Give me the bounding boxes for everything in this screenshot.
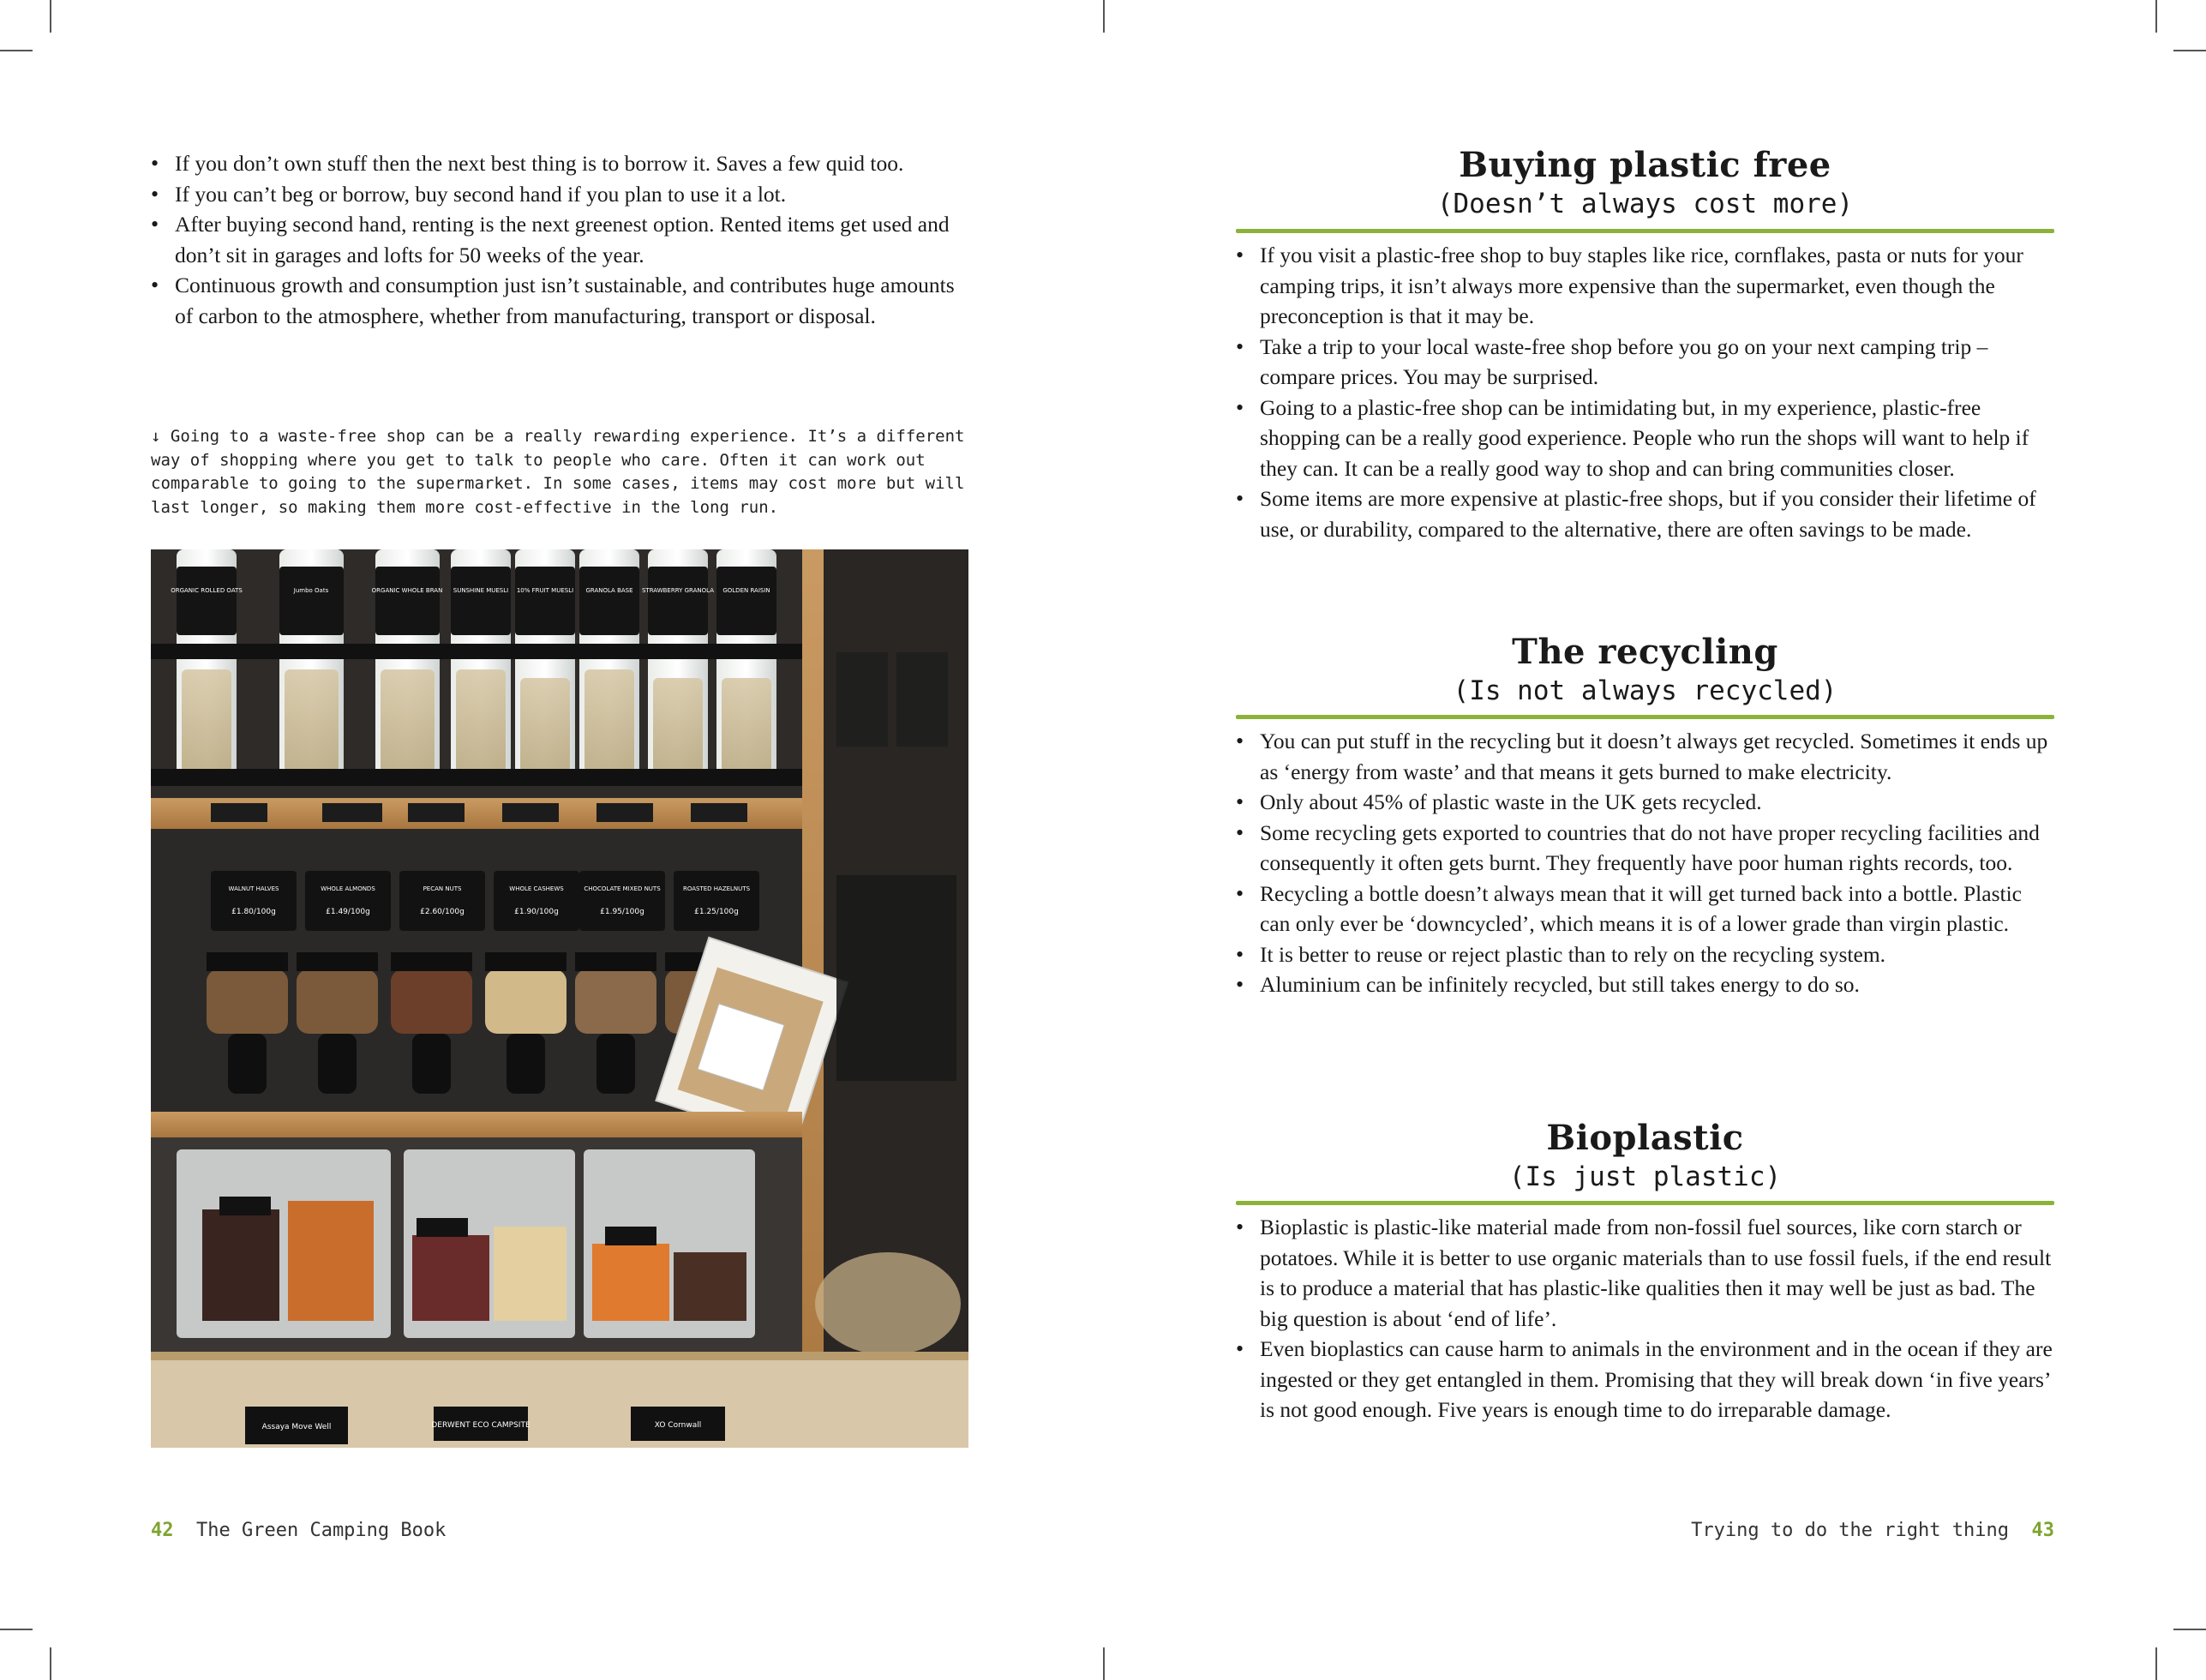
page-footer-right bbox=[1691, 1520, 2054, 1541]
arrow-down-icon: ↓ bbox=[151, 427, 161, 446]
list-item: • Some recycling gets exported to countries that do not have proper recycling facilities and consequently it often gets burnt. They frequently have poor human rights records, too. bbox=[1236, 818, 2054, 879]
photo-label: GOLDEN RAISIN bbox=[722, 587, 770, 594]
list-item: • If you don’t own stuff then the next best thing is to borrow it. Saves a few quid too. bbox=[151, 148, 965, 179]
photo-label: WHOLE CASHEWS bbox=[509, 885, 564, 892]
crop-mark bbox=[1103, 1647, 1105, 1680]
photo-label: £1.90/100g bbox=[514, 908, 559, 916]
section-title: Bioplastic bbox=[1546, 1118, 1744, 1158]
crop-mark bbox=[2155, 1647, 2157, 1680]
photo-label: ROASTED HAZELNUTS bbox=[682, 885, 751, 892]
list-item: • If you visit a plastic-free shop to buy staples like rice, cornflakes, pasta or nuts for your camping trips, it isn’t always more expensive than the supermarket, even though the preconception is that it may be. bbox=[1236, 240, 2054, 332]
photo-label: 10% FRUIT MUESLI bbox=[516, 587, 574, 594]
left-page bbox=[151, 0, 969, 1680]
section-title: The recycling bbox=[1512, 632, 1778, 672]
crop-mark bbox=[0, 50, 33, 51]
section-divider bbox=[1236, 1201, 2054, 1205]
middle-dispenser-row bbox=[151, 829, 848, 1146]
section-divider bbox=[1236, 229, 2054, 233]
section-subtitle: (Doesn’t always cost more) bbox=[1436, 189, 1854, 219]
photo-label: ORGANIC WHOLE BRAN bbox=[371, 587, 443, 594]
list-item: • Going to a plastic-free shop can be intimidating but, in my experience, plastic-free shopping can be a really good experience. People who run the shops will want to help if they can. It can be a really good way to shop and can bring communities closer. bbox=[1236, 393, 2054, 484]
bottom-bin-row bbox=[151, 1137, 802, 1352]
photo-label: £1.95/100g bbox=[600, 908, 644, 916]
crop-mark bbox=[2155, 0, 2157, 33]
section-bullet-list bbox=[1236, 1212, 2054, 1425]
list-item: • Continuous growth and consumption just isn’t sustainable, and contributes huge amounts of carbon to the atmosphere, whether from manufacturing, transport or disposal. bbox=[151, 270, 965, 331]
list-item: • Recycling a bottle doesn’t always mean that it will get turned back into a bottle. Plastic can only ever be ‘downcycled’, which means it is of a lower grade than virgin plastic. bbox=[1236, 879, 2054, 939]
section-subtitle: (Is just plastic) bbox=[1508, 1161, 1782, 1192]
left-bullet-list bbox=[151, 148, 965, 331]
photo-label: CHOCOLATE MIXED NUTS bbox=[584, 885, 661, 892]
section-subtitle: (Is not always recycled) bbox=[1453, 675, 1837, 706]
list-item: • You can put stuff in the recycling but it doesn’t always get recycled. Sometimes it ends up as ‘energy from waste’ and that means it gets burned to make electricity. bbox=[1236, 726, 2054, 787]
photo-label: SUNSHINE MUESLI bbox=[453, 587, 509, 594]
list-item: • Bioplastic is plastic-like material made from non-fossil fuel sources, like corn starch or potatoes. While it is better to use organic materials than to use fossil fuels, if the end result is to produce a material that has plastic-like qualities then it may well be just as bad. The big question is about ‘end of life’. bbox=[1236, 1212, 2054, 1334]
photo-label: £1.25/100g bbox=[694, 908, 739, 916]
photo-label: £1.49/100g bbox=[326, 908, 370, 916]
photo-label: PECAN NUTS bbox=[423, 885, 462, 892]
caption-text: Going to a waste-free shop can be a really rewarding experience. It’s a different way of shopping where you get to talk to people who care. Often it can work out comparable to going to the supermarket. In some cases, items may cost more but will last longer, so making them more cost-effective in the long run. bbox=[151, 427, 965, 517]
page-number: 43 bbox=[2031, 1520, 2054, 1541]
crop-mark bbox=[1103, 0, 1105, 33]
section-bullet-list bbox=[1236, 240, 2054, 544]
running-title: Trying to do the right thing bbox=[1691, 1520, 2009, 1541]
section-heading bbox=[1236, 1117, 2054, 1194]
list-item: • Take a trip to your local waste-free shop before you go on your next camping trip – compare prices. You may be surprised. bbox=[1236, 332, 2054, 393]
list-item: • Aluminium can be infinitely recycled, but still takes energy to do so. bbox=[1236, 969, 2054, 1000]
photo-caption bbox=[151, 425, 965, 519]
page-number: 42 bbox=[151, 1520, 174, 1541]
photo-label: Assaya Move Well bbox=[261, 1423, 332, 1431]
section-heading bbox=[1236, 144, 2054, 221]
list-item: • Some items are more expensive at plastic-free shops, but if you consider their lifetime of use, or durability, compared to the alternative, there are often savings to be made. bbox=[1236, 483, 2054, 544]
section-bullet-list bbox=[1236, 726, 2054, 1000]
crop-mark bbox=[50, 0, 51, 33]
right-page bbox=[1236, 0, 2054, 1680]
page-footer-left bbox=[151, 1520, 446, 1541]
list-item: • After buying second hand, renting is the next greenest option. Rented items get used and don’t sit in garages and lofts for 50 weeks of the year. bbox=[151, 209, 965, 270]
section-title: Buying plastic free bbox=[1459, 145, 1831, 185]
photo-label: Jumbo Oats bbox=[293, 587, 329, 594]
running-title: The Green Camping Book bbox=[196, 1520, 447, 1541]
list-item: • Only about 45% of plastic waste in the UK gets recycled. bbox=[1236, 787, 2054, 818]
photo-label: £1.80/100g bbox=[231, 908, 276, 916]
photo-label: ORGANIC ROLLED OATS bbox=[171, 587, 243, 594]
shop-photo bbox=[151, 549, 968, 1448]
bulk-store-illustration bbox=[151, 549, 968, 1448]
list-item: • If you can’t beg or borrow, buy second hand if you plan to use it a lot. bbox=[151, 179, 965, 210]
section-divider bbox=[1236, 715, 2054, 719]
crop-mark bbox=[0, 1629, 33, 1630]
photo-label: WALNUT HALVES bbox=[228, 885, 279, 892]
crop-mark bbox=[2173, 1629, 2206, 1630]
photo-label: DERWENT ECO CAMPSITE bbox=[431, 1421, 531, 1430]
crop-mark bbox=[2173, 50, 2206, 51]
photo-label: WHOLE ALMONDS bbox=[321, 885, 375, 892]
crop-mark bbox=[50, 1647, 51, 1680]
list-item: • Even bioplastics can cause harm to animals in the environment and in the ocean if they are ingested or they get entangled in them. Promising that they will break down ‘in five years’ is not good enough. Five years is enough time to do irreparable damage. bbox=[1236, 1334, 2054, 1425]
list-item: • It is better to reuse or reject plastic than to rely on the recycling system. bbox=[1236, 939, 2054, 970]
photo-label: GRANOLA BASE bbox=[585, 587, 633, 594]
photo-label: XO Cornwall bbox=[654, 1421, 702, 1430]
top-dispenser-row bbox=[151, 549, 802, 798]
photo-label: £2.60/100g bbox=[420, 908, 465, 916]
section-heading bbox=[1236, 631, 2054, 708]
photo-label: STRAWBERRY GRANOLA bbox=[641, 587, 715, 594]
